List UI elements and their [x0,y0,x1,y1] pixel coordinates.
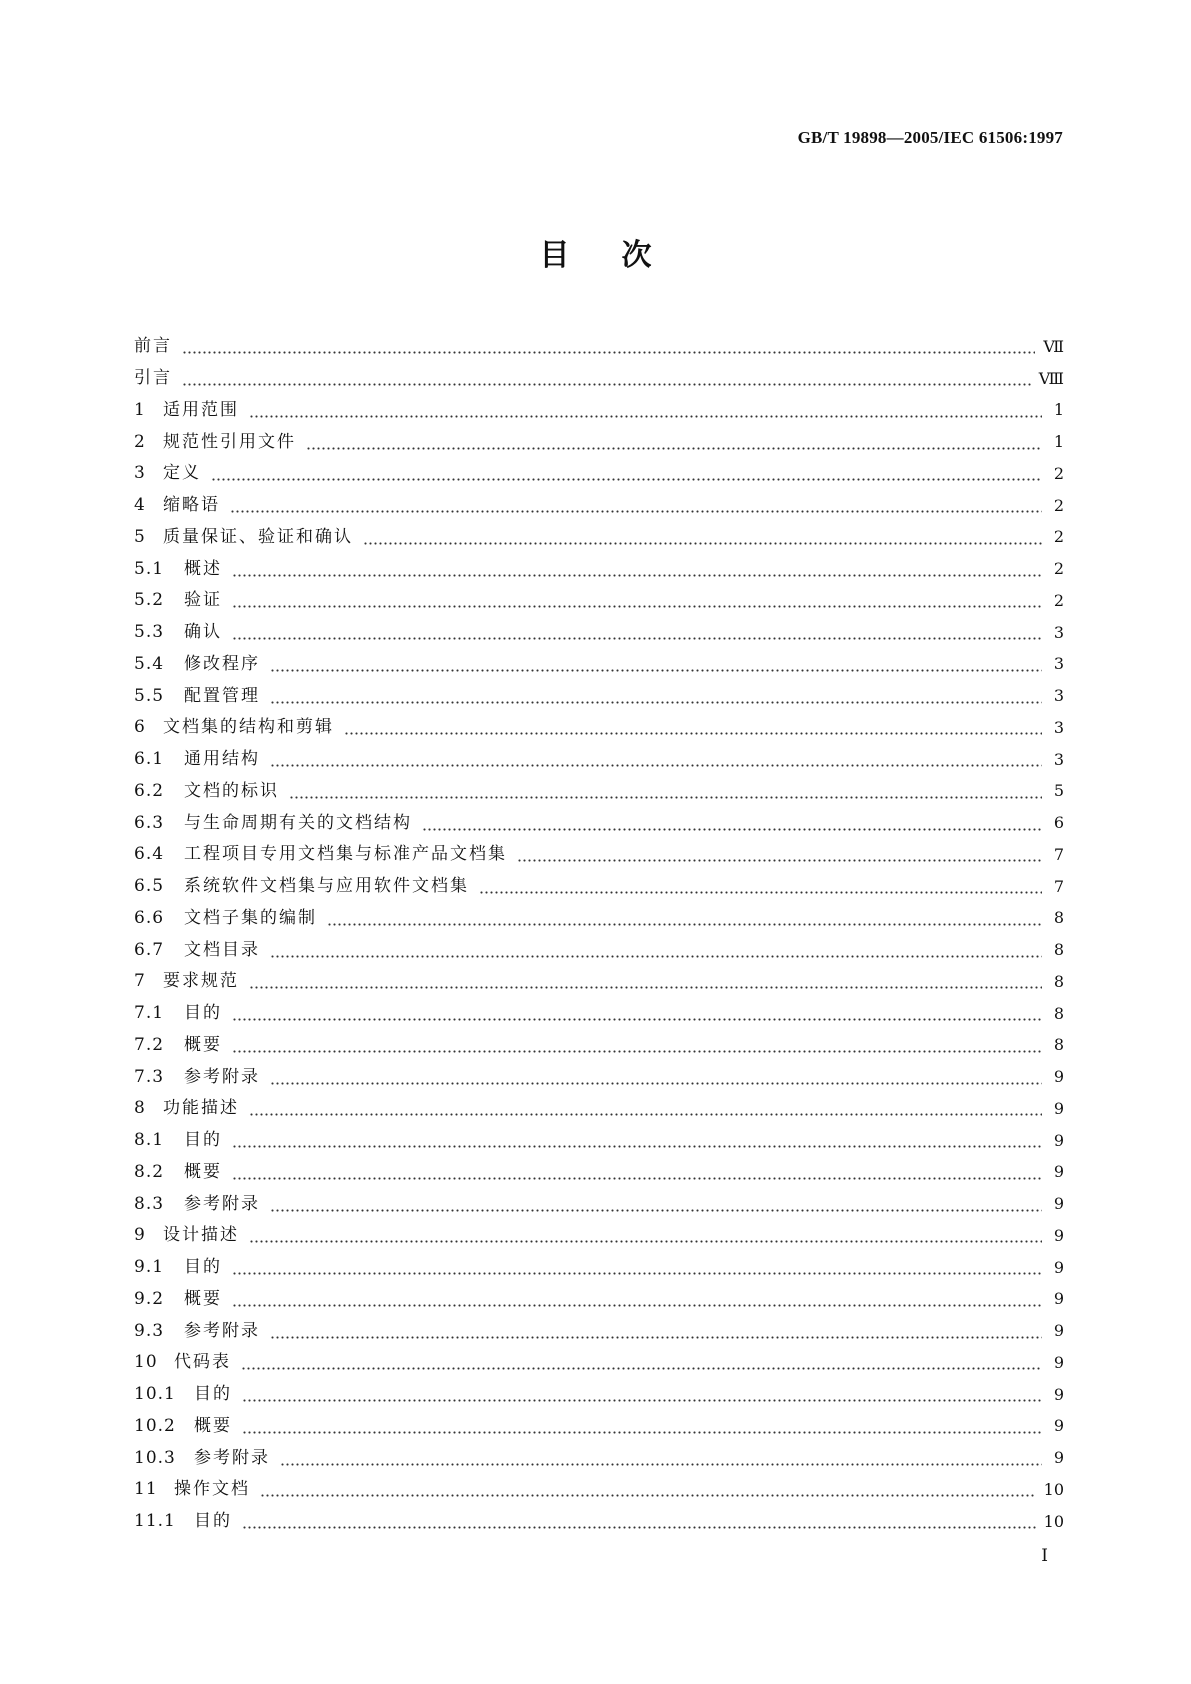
toc-entry-number: 5.4 [134,653,165,674]
toc-dot-leader [289,783,1042,800]
toc-entry-number: 3 [134,463,146,484]
toc-entry[interactable] [134,1379,1064,1411]
toc-dot-leader [242,1386,1042,1403]
toc-dot-leader [270,1196,1042,1213]
page-number: Ⅰ [1041,1546,1048,1566]
toc-dot-leader [182,370,1031,387]
toc-entry-page: 10 [1043,1511,1064,1531]
toc-entry-page: 8 [1053,940,1064,960]
toc-entry-number: 11 [134,1479,158,1500]
toc-entry-title: 参考附录 [184,1320,260,1341]
toc-entry-page: 9 [1053,1098,1064,1118]
toc-entry[interactable] [134,395,1064,427]
toc-entry-number: 8 [134,1098,146,1119]
toc-entry-title: 要求规范 [163,971,239,992]
toc-entry-title: 文档目录 [184,939,260,960]
toc-entry-title: 概述 [184,558,222,579]
toc-entry-page: 3 [1053,686,1064,706]
toc-entry-title: 规范性引用文件 [163,431,296,452]
toc-entry-page: 1 [1053,432,1064,452]
toc-entry[interactable] [134,363,1064,395]
toc-dot-leader [260,1481,1036,1498]
toc-entry-page: 9 [1053,1384,1064,1404]
toc-entry-number: 9.1 [134,1257,165,1278]
toc-entry-page: 3 [1053,749,1064,769]
toc-entry-title: 参考附录 [184,1193,260,1214]
toc-dot-leader [327,910,1042,927]
toc-entry-title: 验证 [184,590,222,611]
toc-entry-page: 9 [1053,1162,1064,1182]
toc-dot-leader [270,656,1042,673]
toc-entry[interactable] [134,426,1064,458]
toc-entry-title: 参考附录 [184,1066,260,1087]
toc-entry-page: 3 [1053,622,1064,642]
toc-entry-title: 系统软件文档集与应用软件文档集 [184,876,469,897]
toc-dot-leader [241,1354,1042,1371]
toc-dot-leader [232,1005,1042,1022]
toc-entry-number: 7.1 [134,1003,165,1024]
toc-entry[interactable] [134,998,1064,1030]
toc-entry-number: 6.4 [134,844,165,865]
toc-entry-number: 5.3 [134,622,165,643]
toc-entry-title: 工程项目专用文档集与标准产品文档集 [184,844,507,865]
toc-entry-number: 9.3 [134,1320,165,1341]
toc-entry-number: 6 [134,717,146,738]
toc-dot-leader [270,751,1042,768]
toc-entry[interactable] [134,617,1064,649]
toc-entry[interactable] [134,966,1064,998]
toc-dot-leader [232,561,1042,578]
toc-entry-page: 9 [1053,1194,1064,1214]
toc-dot-leader [363,529,1042,546]
toc-dot-leader [211,465,1042,482]
toc-entry-page: 7 [1053,844,1064,864]
toc-entry-page: 9 [1053,1067,1064,1087]
toc-entry-number: 10.1 [134,1384,176,1405]
toc-entry-page: 8 [1053,971,1064,991]
toc-dot-leader [270,688,1042,705]
toc-dot-leader [280,1450,1042,1467]
toc-entry-page: Ⅶ [1043,336,1064,356]
toc-entry-number: 8.2 [134,1161,165,1182]
toc-entry-page: 10 [1043,1479,1064,1499]
toc-entry-number: 5.1 [134,558,165,579]
toc-entry-number: 9.2 [134,1288,165,1309]
toc-entry-title: 配置管理 [184,685,260,706]
toc-entry[interactable] [134,776,1064,808]
toc-entry[interactable] [134,1347,1064,1379]
toc-entry-number: 4 [134,495,146,516]
toc-entry-number: 6.5 [134,876,165,897]
toc-entry-title: 目的 [194,1384,232,1405]
toc-entry[interactable] [134,934,1064,966]
toc-entry[interactable] [134,1093,1064,1125]
toc-dot-leader [232,592,1042,609]
toc-entry-title: 目的 [184,1130,222,1151]
toc-entry-page: 6 [1053,813,1064,833]
toc-dot-leader [242,1418,1042,1435]
toc-entry-title: 与生命周期有关的文档结构 [184,812,412,833]
toc-entry-page: 9 [1053,1321,1064,1341]
toc-entry-number: 10.3 [134,1447,176,1468]
toc-dot-leader [270,942,1042,959]
toc-entry-title: 概要 [184,1288,222,1309]
toc-entry-title: 定义 [163,463,201,484]
toc-entry-title: 代码表 [174,1352,231,1373]
toc-entry-title: 目的 [184,1257,222,1278]
toc-dot-leader [242,1513,1036,1530]
toc-entry-page: 7 [1053,876,1064,896]
toc-entry-number: 10.2 [134,1415,176,1436]
toc-entry-title: 概要 [184,1161,222,1182]
toc-entry-title: 修改程序 [184,653,260,674]
toc-entry-page: 9 [1053,1257,1064,1277]
toc-dot-leader [344,719,1042,736]
toc-entry-number: 6.3 [134,812,165,833]
toc-entry-number: 11.1 [134,1511,176,1532]
toc-entry-page: 2 [1053,463,1064,483]
toc-entry-title: 文档的标识 [184,780,279,801]
toc-dot-leader [232,1259,1042,1276]
toc-entry-number: 8.3 [134,1193,165,1214]
toc-entry-page: 9 [1053,1352,1064,1372]
toc-entry[interactable] [134,585,1064,617]
toc-entry-page: 9 [1053,1416,1064,1436]
toc-entry[interactable] [134,1188,1064,1220]
toc-entry-number: 8.1 [134,1130,165,1151]
toc-entry[interactable] [134,1030,1064,1062]
toc-entry-title: 功能描述 [163,1098,239,1119]
toc-entry[interactable] [134,331,1064,363]
toc-entry-number: 1 [134,399,146,420]
toc-entry[interactable] [134,490,1064,522]
toc-entry-number: 6.1 [134,749,165,770]
toc-entry-title: 概要 [194,1415,232,1436]
toc-entry-number: 7.2 [134,1034,165,1055]
toc-entry-page: 2 [1053,559,1064,579]
toc-dot-leader [249,1227,1042,1244]
toc-entry-title: 通用结构 [184,749,260,770]
toc-entry-page: 1 [1053,400,1064,420]
toc-dot-leader [479,878,1042,895]
toc-entry-title: 操作文档 [174,1479,250,1500]
toc-entry-number: 6.6 [134,907,165,928]
toc-entry-page: 2 [1053,495,1064,515]
toc-entry[interactable] [134,1220,1064,1252]
toc-dot-leader [232,1132,1042,1149]
toc-dot-leader [182,338,1035,355]
toc-entry[interactable] [134,1061,1064,1093]
toc-dot-leader [270,1069,1042,1086]
toc-entry-number: 6.7 [134,939,165,960]
toc-entry[interactable] [134,1252,1064,1284]
toc-entry-number: 7.3 [134,1066,165,1087]
toc-entry-page: Ⅷ [1038,368,1064,388]
toc-entry[interactable] [134,903,1064,935]
toc-entry[interactable] [134,1474,1064,1506]
toc-entry[interactable] [134,807,1064,839]
toc-entry-title: 设计描述 [163,1225,239,1246]
standard-code: GB/T 19898—2005/IEC 61506:1997 [797,128,1063,147]
toc-entry-page: 3 [1053,717,1064,737]
toc-entry[interactable] [134,1442,1064,1474]
toc-dot-leader [270,1323,1042,1340]
toc-entry-title: 适用范围 [163,399,239,420]
toc-entry-page: 5 [1053,781,1064,801]
toc-entry-number: 9 [134,1225,146,1246]
toc-entry-page: 2 [1053,527,1064,547]
toc-entry-number: 2 [134,431,146,452]
toc-dot-leader [232,1291,1042,1308]
toc-entry[interactable] [134,1125,1064,1157]
toc-entry[interactable] [134,649,1064,681]
toc-entry[interactable] [134,839,1064,871]
toc-entry[interactable] [134,1284,1064,1316]
toc-entry-title: 确认 [184,622,222,643]
toc-entry[interactable] [134,1315,1064,1347]
toc-dot-leader [232,1164,1042,1181]
toc-dot-leader [249,973,1042,990]
toc-entry-number: 5.2 [134,590,165,611]
toc-entry[interactable] [134,1506,1064,1538]
toc-entry-page: 8 [1053,1003,1064,1023]
toc-entry[interactable] [134,1157,1064,1189]
toc-dot-leader [517,846,1042,863]
toc-entry-title: 概要 [184,1034,222,1055]
toc-entry-title: 参考附录 [194,1447,270,1468]
page-title: 目次 [539,238,704,273]
toc-entry-title: 文档子集的编制 [184,907,317,928]
toc-dot-leader [306,434,1042,451]
toc-entry-title: 质量保证、验证和确认 [163,526,353,547]
toc-dot-leader [249,402,1042,419]
toc-entry[interactable] [134,553,1064,585]
toc-entry-number: 5.5 [134,685,165,706]
toc-entry-page: 3 [1053,654,1064,674]
toc-entry-title: 缩略语 [163,495,220,516]
toc-entry[interactable] [134,1411,1064,1443]
toc-dot-leader [422,815,1042,832]
toc-dot-leader [230,497,1042,514]
toc-entry-page: 9 [1053,1130,1064,1150]
toc-entry-number: 10 [134,1352,158,1373]
toc-entry[interactable] [134,458,1064,490]
toc-entry-page: 9 [1053,1448,1064,1468]
toc-entry[interactable] [134,871,1064,903]
toc-entry-number: 7 [134,971,146,992]
toc-dot-leader [232,1037,1042,1054]
toc-entry-title: 前言 [134,336,172,357]
toc-entry-page: 2 [1053,590,1064,610]
toc-entry-page: 8 [1053,1035,1064,1055]
toc-entry-number: 6.2 [134,780,165,801]
toc-entry-title: 目的 [184,1003,222,1024]
toc-entry[interactable] [134,712,1064,744]
toc-entry-page: 9 [1053,1225,1064,1245]
toc-entry-page: 8 [1053,908,1064,928]
table-of-contents [134,331,1064,1538]
toc-entry-title: 文档集的结构和剪辑 [163,717,334,738]
toc-entry[interactable] [134,522,1064,554]
toc-entry-number: 5 [134,526,146,547]
toc-entry-title: 目的 [194,1511,232,1532]
toc-entry-page: 9 [1053,1289,1064,1309]
toc-dot-leader [232,624,1042,641]
toc-entry[interactable] [134,680,1064,712]
toc-entry[interactable] [134,744,1064,776]
toc-entry-title: 引言 [134,368,172,389]
toc-dot-leader [249,1100,1042,1117]
